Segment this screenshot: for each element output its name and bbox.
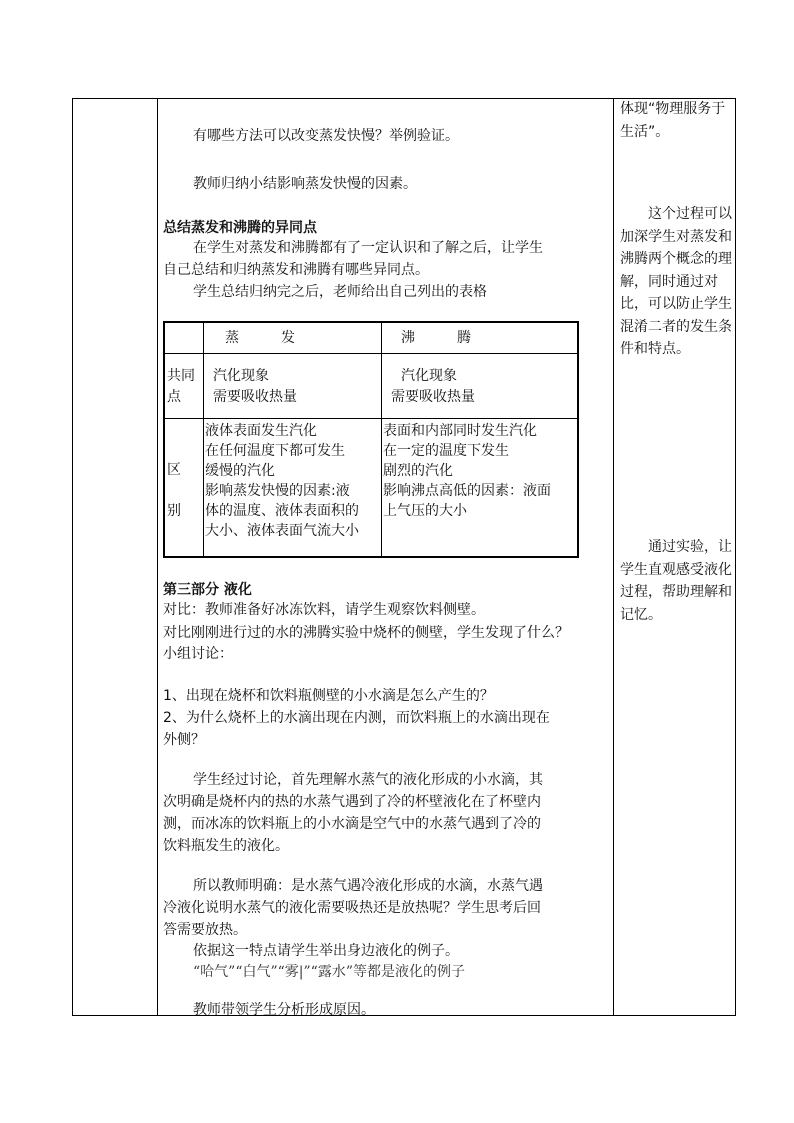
table-cell: 影响蒸发快慢的因素:液 xyxy=(205,483,350,499)
side-note: 体现“物理服务于生活”。 xyxy=(620,101,726,140)
table-cell: 上气压的大小 xyxy=(383,503,467,519)
row-label: 点 xyxy=(167,389,181,405)
paragraph-line: 次明确是烧杯内的热的水蒸气遇到了冷的杯壁液化在了杯壁内 xyxy=(163,794,541,810)
header-evaporation: 蒸 发 xyxy=(225,330,295,346)
paragraph-line: 自己总结和归纳蒸发和沸腾有哪些异同点。 xyxy=(163,262,429,278)
row-label: 共同 xyxy=(167,368,195,384)
liquefaction-examples: “哈气”“白气”“雾|”“露水”等都是液化的例子 xyxy=(193,964,465,980)
table-cell: 汽化现象 xyxy=(401,368,457,384)
paragraph-line: 对比刚刚进行过的水的沸腾实验中烧杯的侧壁，学生发现了什么？ xyxy=(163,625,569,641)
paragraph-line: 测，而冰冻的饮料瓶上的小水滴是空气中的水蒸气遇到了冷的 xyxy=(163,816,541,832)
table-cell: 表面和内部同时发生汽化 xyxy=(383,423,537,439)
discussion-question: 2、为什么烧杯上的水滴出现在内测，而饮料瓶上的水滴出现在 xyxy=(163,710,550,726)
table-cell: 在一定的温度下发生 xyxy=(383,443,509,459)
table-cell: 大小、液体表面气流大小 xyxy=(205,523,359,539)
paragraph-line: 依据这一特点请学生举出身边液化的例子。 xyxy=(193,943,459,959)
table-cell: 缓慢的汽化 xyxy=(205,463,275,479)
discussion-question: 1、出现在烧杯和饮料瓶侧壁的小水滴是怎么产生的？ xyxy=(163,688,494,704)
paragraph-line: 饮料瓶发生的液化。 xyxy=(163,838,289,854)
paragraph-line: 教师带领学生分析形成原因。 xyxy=(193,1002,375,1018)
table-cell: 体的温度、液体表面积的 xyxy=(205,503,359,519)
paragraph-line: 在学生对蒸发和沸腾都有了一定认识和了解之后，让学生 xyxy=(193,240,543,256)
part3-title: 第三部分 液化 xyxy=(163,582,252,598)
comparison-table xyxy=(163,321,579,558)
side-note: 通过实验，让学生直观感受液化过程，帮助理解和记忆。 xyxy=(620,539,732,623)
row-label: 别 xyxy=(167,503,181,519)
discussion-question: 外侧？ xyxy=(163,732,205,748)
paragraph-line: 所以教师明确：是水蒸气遇冷液化形成的水滴，水蒸气遇 xyxy=(193,878,543,894)
column-divider-left xyxy=(157,98,158,1016)
header-boiling: 沸 腾 xyxy=(401,330,471,346)
table-cell: 在任何温度下都可发生 xyxy=(205,443,345,459)
row-label: 区 xyxy=(167,462,181,478)
table-cell: 汽化现象 xyxy=(213,368,269,384)
section-title: 总结蒸发和沸腾的异同点 xyxy=(163,220,317,236)
paragraph-line: 学生经过讨论，首先理解水蒸气的液化形成的小水滴，其 xyxy=(193,772,543,788)
column-divider-right xyxy=(613,98,614,1016)
teacher-summary: 教师归纳小结影响蒸发快慢的因素。 xyxy=(193,176,417,192)
table-cell: 影响沸点高低的因素：液面 xyxy=(383,483,551,499)
side-note: 这个过程可以加深学生对蒸发和沸腾两个概念的理解，同时通过对比，可以防止学生混淆二者的发生条件和特点。 xyxy=(620,206,732,357)
paragraph-line: 学生总结归纳完之后，老师给出自己列出的表格 xyxy=(193,284,487,300)
paragraph-line: 答需要放热。 xyxy=(163,922,247,938)
table-cell: 需要吸收热量 xyxy=(391,389,475,405)
table-cell: 液体表面发生汽化 xyxy=(205,423,317,439)
question-methods: 有哪些方法可以改变蒸发快慢？举例验证。 xyxy=(193,128,459,144)
paragraph-line: 冷液化说明水蒸气的液化需要吸热还是放热呢？学生思考后回 xyxy=(163,900,541,916)
table-cell: 需要吸收热量 xyxy=(213,389,297,405)
group-discussion-label: 小组讨论： xyxy=(163,646,233,662)
table-cell: 剧烈的汽化 xyxy=(383,463,453,479)
paragraph-line: 对比：教师准备好冰冻饮料，请学生观察饮料侧壁。 xyxy=(163,602,485,618)
